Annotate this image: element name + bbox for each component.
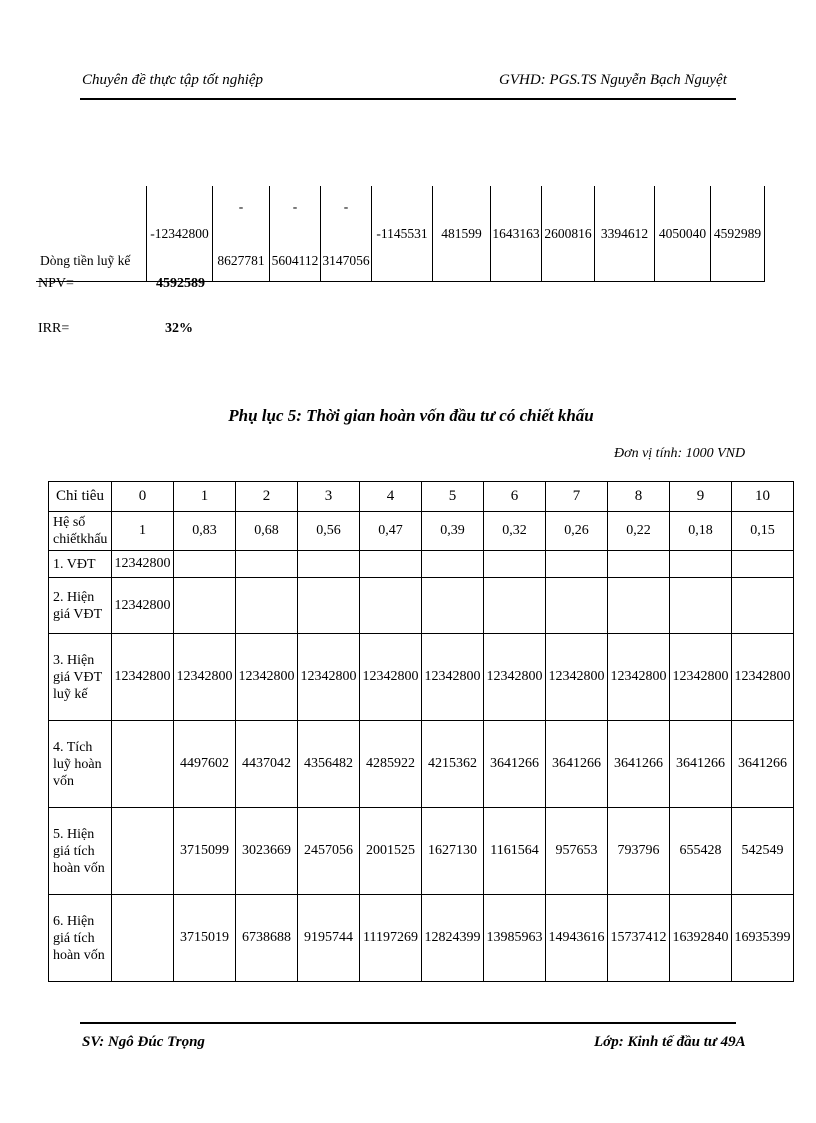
table-cell (236, 551, 298, 578)
table-cell: 11197269 (360, 895, 422, 982)
table-row (49, 512, 794, 551)
column-header: 3 (298, 482, 360, 512)
cashflow-value: 8627781 (217, 252, 265, 268)
table-cell (608, 578, 670, 634)
table-cell (298, 551, 360, 578)
table-cell: 3715019 (174, 895, 236, 982)
table-cell: 542549 (732, 808, 794, 895)
table-cell: 0,18 (670, 512, 732, 551)
table-cell: 12342800 (546, 634, 608, 721)
table-cell: 957653 (546, 808, 608, 895)
table-cell (360, 551, 422, 578)
column-header: 6 (484, 482, 546, 512)
table-row (49, 551, 794, 578)
column-header: 8 (608, 482, 670, 512)
npv-label: NPV= (38, 276, 74, 291)
table-cell (732, 551, 794, 578)
header-rule (80, 98, 736, 100)
table-cell: 12342800 (112, 578, 174, 634)
table-cell (360, 578, 422, 634)
table-cell: 4497602 (174, 721, 236, 808)
npv-value: 4592589 (156, 276, 205, 291)
irr-label: IRR= (38, 321, 70, 336)
table-cell (608, 551, 670, 578)
table-cell: 4215362 (422, 721, 484, 808)
table-cell: 12342800 (298, 634, 360, 721)
table-cell: 1161564 (484, 808, 546, 895)
cashflow-value: 5604112 (271, 252, 319, 268)
row-label-line: hoàn vốn (53, 947, 105, 963)
cashflow-cell (270, 186, 321, 282)
row-label-line: 6. Hiện (53, 913, 95, 929)
table-row (49, 721, 794, 808)
row-label-line: giá VĐT (53, 669, 103, 685)
unit-note: Đơn vị tính: 1000 VND (614, 446, 746, 461)
table-cell (112, 895, 174, 982)
table-row (49, 895, 794, 982)
table-cell: 0,22 (608, 512, 670, 551)
irr-value: 32% (165, 321, 193, 336)
row-label (49, 721, 112, 808)
header-left: Chuyên đề thực tập tốt nghiệp (82, 72, 264, 88)
discounted-payback-table (48, 481, 794, 982)
table-cell: 12342800 (112, 634, 174, 721)
row-label (49, 895, 112, 982)
row-label (49, 578, 112, 634)
table-cell (670, 578, 732, 634)
table-cell: 12342800 (732, 634, 794, 721)
table-cell: 12342800 (174, 634, 236, 721)
table-cell: 0,56 (298, 512, 360, 551)
cumulative-cashflow-table (36, 186, 765, 282)
row-label-line: hoàn vốn (53, 860, 105, 876)
cashflow-cell (213, 186, 270, 282)
cashflow-cell: 3394612 (595, 186, 655, 282)
column-header: 4 (360, 482, 422, 512)
table-cell (236, 578, 298, 634)
table-cell (174, 578, 236, 634)
row-label-line: Hệ số (53, 515, 86, 530)
table-cell (422, 578, 484, 634)
table-cell (422, 551, 484, 578)
row-label (49, 551, 112, 578)
table-cell: 0,15 (732, 512, 794, 551)
row-label (49, 808, 112, 895)
table-cell (112, 808, 174, 895)
table-cell: 0,47 (360, 512, 422, 551)
table-cell: 0,68 (236, 512, 298, 551)
table-cell: 15737412 (608, 895, 670, 982)
row-label: Dòng tiền luỹ kế (36, 186, 147, 282)
table-cell: 2457056 (298, 808, 360, 895)
table-cell: 1627130 (422, 808, 484, 895)
row-label-line: 4. Tích (53, 739, 93, 755)
column-header: 10 (732, 482, 794, 512)
table-cell: 3641266 (546, 721, 608, 808)
row-label-line: 1. VĐT (53, 556, 96, 572)
column-header: Chỉ tiêu (49, 482, 112, 512)
table-cell: 4356482 (298, 721, 360, 808)
appendix-title: Phụ lục 5: Thời gian hoàn vốn đầu tư có chiết khấu (228, 406, 594, 425)
table-cell: 16392840 (670, 895, 732, 982)
header-right: GVHD: PGS.TS Nguyễn Bạch Nguyệt (499, 72, 727, 88)
table-cell (298, 578, 360, 634)
table-cell: 12342800 (112, 551, 174, 578)
cashflow-cell: 2600816 (542, 186, 595, 282)
table-cell: 3641266 (484, 721, 546, 808)
table-cell: 0,32 (484, 512, 546, 551)
cashflow-cell: -12342800 (147, 186, 213, 282)
table-cell: 6738688 (236, 895, 298, 982)
table-cell: 12342800 (236, 634, 298, 721)
cashflow-sign: - (343, 198, 349, 214)
column-header: 1 (174, 482, 236, 512)
cashflow-cell (321, 186, 372, 282)
table-cell: 12824399 (422, 895, 484, 982)
cashflow-sign: - (292, 198, 298, 214)
column-header: 5 (422, 482, 484, 512)
table-cell: 12342800 (360, 634, 422, 721)
table-cell (670, 551, 732, 578)
table-cell: 3023669 (236, 808, 298, 895)
table-cell: 3641266 (608, 721, 670, 808)
table-cell: 793796 (608, 808, 670, 895)
row-label-line: vốn (53, 773, 74, 789)
row-label-line: 5. Hiện (53, 826, 95, 842)
row-label-line: luỹ hoàn (53, 756, 102, 772)
row-label (49, 634, 112, 721)
cashflow-cell: 4592989 (711, 186, 765, 282)
column-header: 7 (546, 482, 608, 512)
row-label-line: giá tích (53, 930, 95, 946)
table-row (49, 578, 794, 634)
table-cell: 14943616 (546, 895, 608, 982)
column-header: 0 (112, 482, 174, 512)
footer-rule (80, 1022, 736, 1024)
row-label-line: chiếtkhấu (53, 532, 108, 547)
table-cell: 12342800 (422, 634, 484, 721)
table-row (49, 634, 794, 721)
table-cell: 0,26 (546, 512, 608, 551)
cashflow-sign: - (238, 198, 244, 214)
table-cell: 4285922 (360, 721, 422, 808)
table-cell: 16935399 (732, 895, 794, 982)
table-cell: 13985963 (484, 895, 546, 982)
table-cell: 12342800 (608, 634, 670, 721)
table-cell (732, 578, 794, 634)
cashflow-cell: -1145531 (372, 186, 433, 282)
table-cell: 3641266 (732, 721, 794, 808)
table-cell: 2001525 (360, 808, 422, 895)
row-label-line: giá tích (53, 843, 95, 859)
table-cell: 4437042 (236, 721, 298, 808)
row-label-line: luỹ kế (53, 686, 88, 702)
cumulative-cashflow-row (36, 186, 765, 282)
table-cell (174, 551, 236, 578)
footer-right: Lớp: Kinh tế đầu tư 49A (594, 1034, 746, 1050)
table-cell: 3715099 (174, 808, 236, 895)
table-cell: 1 (112, 512, 174, 551)
table-cell (546, 551, 608, 578)
table-header-row (49, 482, 794, 512)
table-cell: 3641266 (670, 721, 732, 808)
cashflow-cell: 481599 (433, 186, 491, 282)
table-cell: 0,83 (174, 512, 236, 551)
row-label-line: 3. Hiện (53, 652, 95, 668)
footer-left: SV: Ngô Đúc Trọng (82, 1034, 205, 1050)
cashflow-cell: 1643163 (491, 186, 542, 282)
table-cell (112, 721, 174, 808)
row-label-line: giá VĐT (53, 606, 103, 622)
table-row (49, 808, 794, 895)
table-cell: 0,39 (422, 512, 484, 551)
row-label (49, 512, 112, 551)
table-cell: 655428 (670, 808, 732, 895)
row-label-line: 2. Hiện (53, 589, 95, 605)
table-cell: 12342800 (484, 634, 546, 721)
column-header: 9 (670, 482, 732, 512)
table-cell (484, 551, 546, 578)
table-cell: 9195744 (298, 895, 360, 982)
cashflow-value: 3147056 (322, 252, 370, 268)
cashflow-cell: 4050040 (655, 186, 711, 282)
table-cell: 12342800 (670, 634, 732, 721)
column-header: 2 (236, 482, 298, 512)
table-cell (484, 578, 546, 634)
table-cell (546, 578, 608, 634)
